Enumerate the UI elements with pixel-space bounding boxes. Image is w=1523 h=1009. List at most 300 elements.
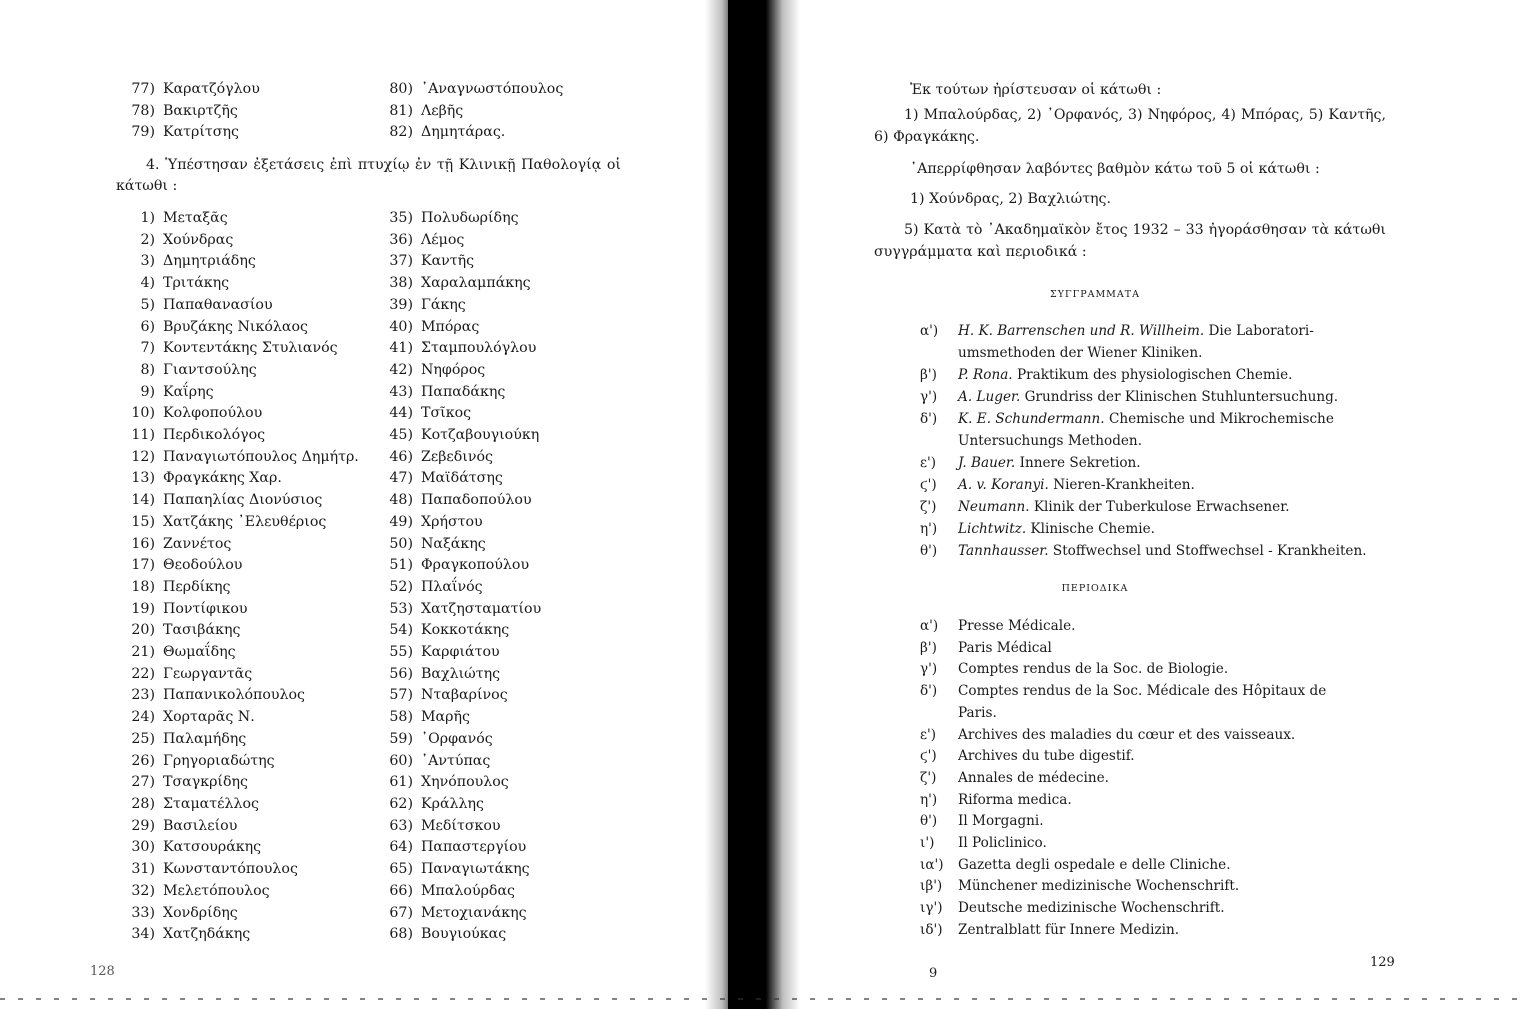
entry-title: Chemische und Mikrochemische — [1108, 411, 1334, 427]
list-item-number: 80) — [389, 81, 413, 97]
list-item — [383, 382, 541, 404]
list-item — [383, 599, 541, 621]
list-item — [383, 924, 541, 946]
signature-mark: 9 — [929, 966, 938, 981]
list-item-number: 47) — [389, 470, 413, 487]
entry-author: A. Luger. — [958, 389, 1021, 405]
list-item-number: 53) — [389, 600, 413, 617]
list-item-name: Γρηγοριαδώτης — [163, 752, 275, 769]
entry-label: ζ') — [920, 769, 937, 786]
entry-text — [958, 540, 1392, 562]
list-item-name: Ναξάκης — [421, 535, 486, 552]
journals-heading: ΠΕΡΙΟΔΙΚΑ — [1061, 583, 1129, 594]
list-item — [125, 468, 359, 490]
entry-title: Gazetta degli ospedale e delle Cliniche. — [958, 856, 1231, 873]
list-item-name: Γάκης — [421, 296, 466, 313]
list-item-name: Βακιρτζῆς — [163, 102, 238, 119]
list-item-number: 78) — [131, 102, 155, 119]
list-item-name: Καΐρης — [163, 383, 214, 400]
entry-label: ε') — [920, 455, 937, 471]
list-item-number: 59) — [389, 730, 413, 747]
list-item — [383, 772, 541, 794]
list-item-number: 24) — [131, 709, 155, 726]
entry-label: θ') — [920, 813, 938, 830]
entry-text — [958, 746, 1392, 768]
entry-text — [958, 681, 1392, 703]
list-item-number: 6) — [140, 318, 155, 335]
book-entry — [920, 496, 1392, 518]
journal-entry — [920, 681, 1392, 703]
list-item-number: 7) — [140, 340, 155, 357]
list-item-name: Βρυζάκης Νικόλαος — [163, 318, 308, 335]
list-item-name: Λεβῆς — [421, 102, 464, 119]
entry-title: Annales de médecine. — [958, 769, 1109, 786]
book-entry — [920, 452, 1392, 474]
list-item-name: Καρατζόγλου — [163, 81, 260, 97]
list-item — [383, 425, 541, 447]
list-item-number: 8) — [140, 361, 155, 378]
list-item-number: 45) — [389, 427, 413, 444]
entry-author: K. E. Schundermann. — [958, 411, 1105, 427]
list-item-number: 23) — [131, 687, 155, 704]
entry-title: Praktikum des physiologischen Chemie. — [1016, 367, 1293, 383]
list-item-number: 42) — [389, 361, 413, 378]
list-item — [125, 101, 260, 123]
entry-label: θ') — [920, 543, 938, 559]
exam-list-column-a — [125, 208, 359, 946]
entry-author: J. Bauer. — [958, 455, 1016, 471]
list-item-number: 50) — [389, 535, 413, 552]
book-entry — [920, 518, 1392, 540]
list-item — [125, 403, 359, 425]
list-item — [383, 837, 541, 859]
entry-label: γ') — [920, 389, 938, 405]
entry-title: Riforma medica. — [958, 791, 1072, 808]
list-item-number: 9) — [140, 383, 155, 400]
list-item — [383, 447, 541, 469]
entry-label: ιδ') — [920, 921, 943, 938]
list-item — [125, 664, 359, 686]
entry-text — [958, 364, 1392, 386]
list-item-number: 18) — [131, 578, 155, 595]
books-list — [920, 320, 1392, 562]
list-item — [383, 208, 541, 230]
list-item — [383, 403, 541, 425]
list-item-name: Χατζηδάκης — [163, 926, 251, 943]
list-item-name: Τριτάκης — [163, 275, 230, 292]
list-item-number: 22) — [131, 665, 155, 682]
entry-label: η') — [920, 521, 938, 537]
list-item-number: 52) — [389, 578, 413, 595]
list-item-name: Χατζησταματίου — [421, 600, 542, 617]
excelled-intro: Ἐκ τούτων ἠρίστευσαν οἱ κάτωθι : — [910, 82, 1162, 98]
purchases-intro: 5) Κατὰ τὸ ᾿Ακαδημαϊκὸν ἔτος 1932 – 33 ἠγοράσθησαν τὰ κάτωθι συγγράμματα καὶ περιοδικά : — [874, 222, 1386, 260]
list-item — [125, 707, 359, 729]
list-item-name: Μαϊδάτσης — [421, 470, 503, 487]
list-item — [383, 101, 563, 123]
list-item-number: 54) — [389, 622, 413, 639]
list-item-name: Παπαηλίας Διονύσιος — [163, 492, 323, 509]
entry-title: Nieren-Krankheiten. — [1053, 477, 1195, 493]
list-item-number: 35) — [389, 210, 413, 226]
list-item — [383, 230, 541, 252]
entry-title: Innere Sekretion. — [1019, 455, 1141, 471]
list-item-name: Δημητριάδης — [163, 253, 256, 270]
entry-label: ια') — [920, 856, 944, 873]
list-item-number: 20) — [131, 622, 155, 639]
list-item-name: Πλαΐνός — [421, 578, 483, 595]
list-item — [125, 881, 359, 903]
entry-author: Tannhausser. — [958, 543, 1049, 559]
list-item — [383, 881, 541, 903]
list-item — [125, 425, 359, 447]
list-item — [383, 903, 541, 925]
entry-label: β') — [920, 639, 937, 656]
list-item-name: Παναγιωτάκης — [421, 861, 530, 878]
list-item-number: 62) — [389, 795, 413, 812]
list-item-number: 66) — [389, 882, 413, 899]
journal-entry — [920, 768, 1392, 790]
entry-text — [958, 920, 1392, 942]
list-item-number: 55) — [389, 644, 413, 661]
list-item-name: Γιαντσούλης — [163, 361, 257, 378]
list-item-number: 65) — [389, 861, 413, 878]
journal-entry — [920, 920, 1392, 942]
entry-continuation: umsmethoden der Wiener Kliniken. — [958, 345, 1203, 361]
list-item-number: 63) — [389, 817, 413, 834]
list-item-name: Κράλλης — [421, 795, 484, 812]
list-item-name: Μελετόπουλος — [163, 882, 270, 899]
list-item-name: Μπαλούρδας — [421, 882, 515, 899]
list-item — [383, 251, 541, 273]
list-item-name: Κωνσταντόπουλος — [163, 861, 298, 878]
exam-list-column-b — [383, 208, 541, 946]
list-item — [125, 317, 359, 339]
list-item-name: Σταμπουλόγλου — [421, 340, 537, 357]
list-item — [125, 751, 359, 773]
entry-text — [958, 898, 1392, 920]
list-item-name: Χατζάκης ᾿Ελευθέριος — [163, 513, 327, 530]
entry-text — [958, 518, 1392, 540]
list-item-number: 43) — [389, 383, 413, 400]
book-entry — [920, 474, 1392, 496]
list-item-name: Βασιλείου — [163, 817, 238, 834]
entry-text — [958, 474, 1392, 496]
entry-label: ϛ') — [920, 748, 937, 765]
entry-label: δ') — [920, 683, 938, 700]
list-item — [383, 468, 541, 490]
list-item-number: 5) — [140, 296, 155, 313]
list-item-name: Χούνδρας — [163, 231, 234, 248]
list-item-name: Κοτζαβουγιούκη — [421, 427, 540, 444]
list-item-number: 40) — [389, 318, 413, 335]
list-item-name: Βουγιούκας — [421, 926, 507, 943]
book-entry — [920, 320, 1392, 342]
list-item-number: 4) — [140, 275, 155, 292]
list-item-name: Κατσουράκης — [163, 839, 262, 856]
list-item-number: 60) — [389, 752, 413, 769]
list-item — [383, 751, 541, 773]
entry-text — [958, 768, 1392, 790]
entry-title: Klinische Chemie. — [1030, 521, 1155, 537]
list-item — [383, 338, 541, 360]
list-item — [383, 859, 541, 881]
list-item-number: 10) — [131, 405, 155, 422]
entry-title: Grundriss der Klinischen Stuhluntersuchung. — [1024, 389, 1339, 405]
entry-continuation: Untersuchungs Methoden. — [958, 433, 1143, 449]
list-item — [383, 642, 541, 664]
list-item-name: Ζαννέτος — [163, 535, 232, 552]
entry-title: Stoffwechsel und Stoffwechsel - Krankheiten. — [1052, 543, 1367, 559]
list-item-number: 28) — [131, 795, 155, 812]
list-item-number: 13) — [131, 470, 155, 487]
list-item — [383, 685, 541, 707]
entry-title: Deutsche medizinische Wochenschrift. — [958, 900, 1225, 917]
page-number-left: 128 — [90, 964, 115, 979]
list-item-name: Καρφιάτου — [421, 644, 500, 661]
entry-title: Paris Médical — [958, 639, 1052, 656]
list-item — [125, 685, 359, 707]
entry-title: Münchener medizinische Wochenschrift. — [958, 878, 1240, 895]
list-item-name: Θωμαΐδης — [163, 644, 236, 661]
list-item-number: 51) — [389, 557, 413, 574]
list-item-name: Παπαδάκης — [421, 383, 506, 400]
entry-title: Archives des maladies du cœur et des vaisseaux. — [958, 726, 1296, 743]
entry-label: η') — [920, 791, 938, 808]
list-item-name: Νταβαρίνος — [421, 687, 508, 704]
list-item — [383, 512, 541, 534]
journal-entry — [920, 833, 1392, 855]
list-item — [125, 360, 359, 382]
list-item-number: 64) — [389, 839, 413, 856]
list-item — [125, 79, 260, 101]
list-item-name: Παπαδοπούλου — [421, 492, 532, 509]
list-item-number: 16) — [131, 535, 155, 552]
book-entry — [920, 540, 1392, 562]
top-list-column-b — [383, 79, 563, 144]
list-item — [125, 555, 359, 577]
entry-text — [958, 855, 1392, 877]
entry-title: Zentralblatt für Innere Medizin. — [958, 921, 1180, 938]
journal-entry — [920, 659, 1392, 681]
journal-entry — [920, 790, 1392, 812]
list-item-number: 12) — [131, 448, 155, 465]
entry-label: ϛ') — [920, 477, 937, 493]
list-item — [383, 794, 541, 816]
entry-text — [958, 386, 1392, 408]
list-item — [125, 295, 359, 317]
list-item — [383, 490, 541, 512]
entry-text — [958, 659, 1392, 681]
journal-entry — [920, 616, 1392, 638]
list-item-name: Παλαμήδης — [163, 730, 247, 747]
list-item — [125, 577, 359, 599]
list-item-number: 81) — [389, 102, 413, 119]
list-item-number: 26) — [131, 752, 155, 769]
entry-title: Die Laboratori- — [1208, 323, 1314, 339]
list-item-number: 19) — [131, 600, 155, 617]
list-item-name: Ζεβεδινός — [421, 448, 493, 465]
list-item-number: 44) — [389, 405, 413, 422]
list-item-number: 41) — [389, 340, 413, 357]
entry-label: ι') — [920, 835, 935, 852]
list-item — [383, 122, 563, 144]
list-item-number: 37) — [389, 253, 413, 270]
entry-label: γ') — [920, 661, 938, 678]
list-item-name: Παναγιωτόπουλος Δημήτρ. — [163, 448, 359, 465]
list-item-name: Καντῆς — [421, 253, 475, 270]
list-item-number: 77) — [131, 81, 155, 97]
list-item — [383, 295, 541, 317]
list-item-name: Μεταξᾶς — [163, 210, 228, 226]
list-item-number: 21) — [131, 644, 155, 661]
list-item — [125, 447, 359, 469]
book-entry — [920, 364, 1392, 386]
excelled-list: 1) Μπαλούρδας, 2) ᾿Ορφανός, 3) Νηφόρος, 4) Μπόρας, 5) Καντῆς, 6) Φραγκάκης. — [874, 107, 1386, 145]
failed-list: 1) Χούνδρας, 2) Βαχλιώτης. — [910, 191, 1111, 207]
list-item-name: Τσαγκρίδης — [163, 774, 248, 791]
list-item-name: Μαρῆς — [421, 709, 470, 726]
books-heading: ΣΥΓΓΡΑΜΜΑΤΑ — [1050, 289, 1140, 300]
list-item-name: Νηφόρος — [421, 361, 486, 378]
list-item-number: 27) — [131, 774, 155, 791]
list-item-number: 61) — [389, 774, 413, 791]
entry-label: ζ') — [920, 499, 937, 515]
list-item-name: Χαραλαμπάκης — [421, 275, 531, 292]
list-item-number: 33) — [131, 904, 155, 921]
list-item — [125, 642, 359, 664]
list-item-name: Μετοχιανάκης — [421, 904, 527, 921]
list-item — [125, 512, 359, 534]
entry-label: ιβ') — [920, 878, 943, 895]
list-item-name: Κολφοπούλου — [163, 405, 263, 422]
list-item-name: Λέμος — [421, 231, 465, 248]
list-item — [125, 122, 260, 144]
list-item-number: 11) — [131, 427, 155, 444]
list-item — [383, 620, 541, 642]
list-item-name: Πολυδωρίδης — [421, 210, 519, 226]
list-item-number: 30) — [131, 839, 155, 856]
entry-text — [958, 496, 1392, 518]
entry-label: α') — [920, 323, 939, 339]
list-item-number: 49) — [389, 513, 413, 530]
entry-label: δ') — [920, 411, 938, 427]
list-item-number: 57) — [389, 687, 413, 704]
list-item-number: 36) — [389, 231, 413, 248]
list-item-name: Κοντεντάκης Στυλιανός — [163, 340, 338, 357]
list-item — [383, 273, 541, 295]
list-item-name: Σταματέλλος — [163, 795, 259, 812]
left-page — [0, 0, 735, 1009]
list-item-number: 29) — [131, 817, 155, 834]
list-item-number: 58) — [389, 709, 413, 726]
list-item-name: Χρήστου — [421, 513, 483, 530]
list-item — [125, 620, 359, 642]
list-item-name: ᾿Αντύπας — [421, 752, 491, 769]
list-item — [125, 794, 359, 816]
list-item-number: 1) — [140, 210, 155, 226]
list-item — [125, 772, 359, 794]
list-item-name: ᾿Ορφανός — [421, 730, 493, 747]
entry-text — [958, 811, 1392, 833]
entry-label: α') — [920, 618, 939, 634]
list-item-number: 31) — [131, 861, 155, 878]
list-item — [383, 317, 541, 339]
list-item — [125, 338, 359, 360]
entry-author: P. Rona. — [958, 367, 1013, 383]
list-item-number: 25) — [131, 730, 155, 747]
list-item-number: 48) — [389, 492, 413, 509]
list-item-number: 2) — [140, 231, 155, 248]
list-item — [125, 903, 359, 925]
list-item — [125, 208, 359, 230]
list-item — [383, 729, 541, 751]
entry-text — [958, 408, 1392, 430]
entry-text — [958, 876, 1392, 898]
list-item — [125, 816, 359, 838]
list-item-name: Βαχλιώτης — [421, 665, 501, 682]
book-entry — [920, 408, 1392, 430]
journal-entry — [920, 876, 1392, 898]
list-item-number: 38) — [389, 275, 413, 292]
entry-title: Comptes rendus de la Soc. Médicale des Hôpitaux de — [958, 683, 1327, 700]
list-item — [125, 924, 359, 946]
entry-text — [958, 638, 1392, 660]
list-item-number: 46) — [389, 448, 413, 465]
list-item — [383, 577, 541, 599]
list-item-name: Γεωργαντᾶς — [163, 665, 253, 682]
entry-text — [958, 790, 1392, 812]
list-item-name: Τσῖκος — [421, 405, 472, 422]
top-list-column-a — [125, 79, 260, 144]
list-item — [383, 816, 541, 838]
list-item-name: Παπανικολόπουλος — [163, 687, 305, 704]
section-4-intro: 4. Ὑπέστησαν ἐξετάσεις ἐπὶ πτυχίῳ ἐν τῇ Κλινικῇ Παθολογίᾳ οἱ κάτωθι : — [116, 157, 621, 194]
journals-list — [920, 616, 1392, 942]
entry-text — [958, 320, 1392, 342]
list-item-name: Δημητάρας. — [421, 124, 506, 141]
entry-title: Klinik der Tuberkulose Erwachsener. — [1033, 499, 1290, 515]
entry-label: ε') — [920, 726, 937, 743]
list-item-number: 32) — [131, 882, 155, 899]
list-item — [383, 79, 563, 101]
entry-author: Lichtwitz. — [958, 521, 1027, 537]
list-item-name: Μπόρας — [421, 318, 480, 335]
entry-author: H. K. Barrenschen und R. Willheim. — [958, 323, 1205, 339]
journal-entry — [920, 855, 1392, 877]
list-item-number: 14) — [131, 492, 155, 509]
list-item — [125, 837, 359, 859]
list-item — [125, 230, 359, 252]
list-item — [125, 599, 359, 621]
list-item — [125, 251, 359, 273]
list-item-name: Παπαστεργίου — [421, 839, 527, 856]
list-item-name: Κοκκοτάκης — [421, 622, 510, 639]
list-item-name: ᾿Αναγνωστόπουλος — [421, 81, 564, 97]
list-item-number: 39) — [389, 296, 413, 313]
page-number-right: 129 — [1370, 955, 1395, 970]
list-item — [125, 859, 359, 881]
entry-text — [958, 616, 1392, 638]
list-item-name: Μεδίτσκου — [421, 817, 501, 834]
list-item-name: Περδίκης — [163, 578, 231, 595]
list-item — [125, 382, 359, 404]
list-item-number: 34) — [131, 926, 155, 943]
list-item — [125, 534, 359, 556]
list-item-number: 3) — [140, 253, 155, 270]
list-item — [383, 360, 541, 382]
list-item — [125, 729, 359, 751]
